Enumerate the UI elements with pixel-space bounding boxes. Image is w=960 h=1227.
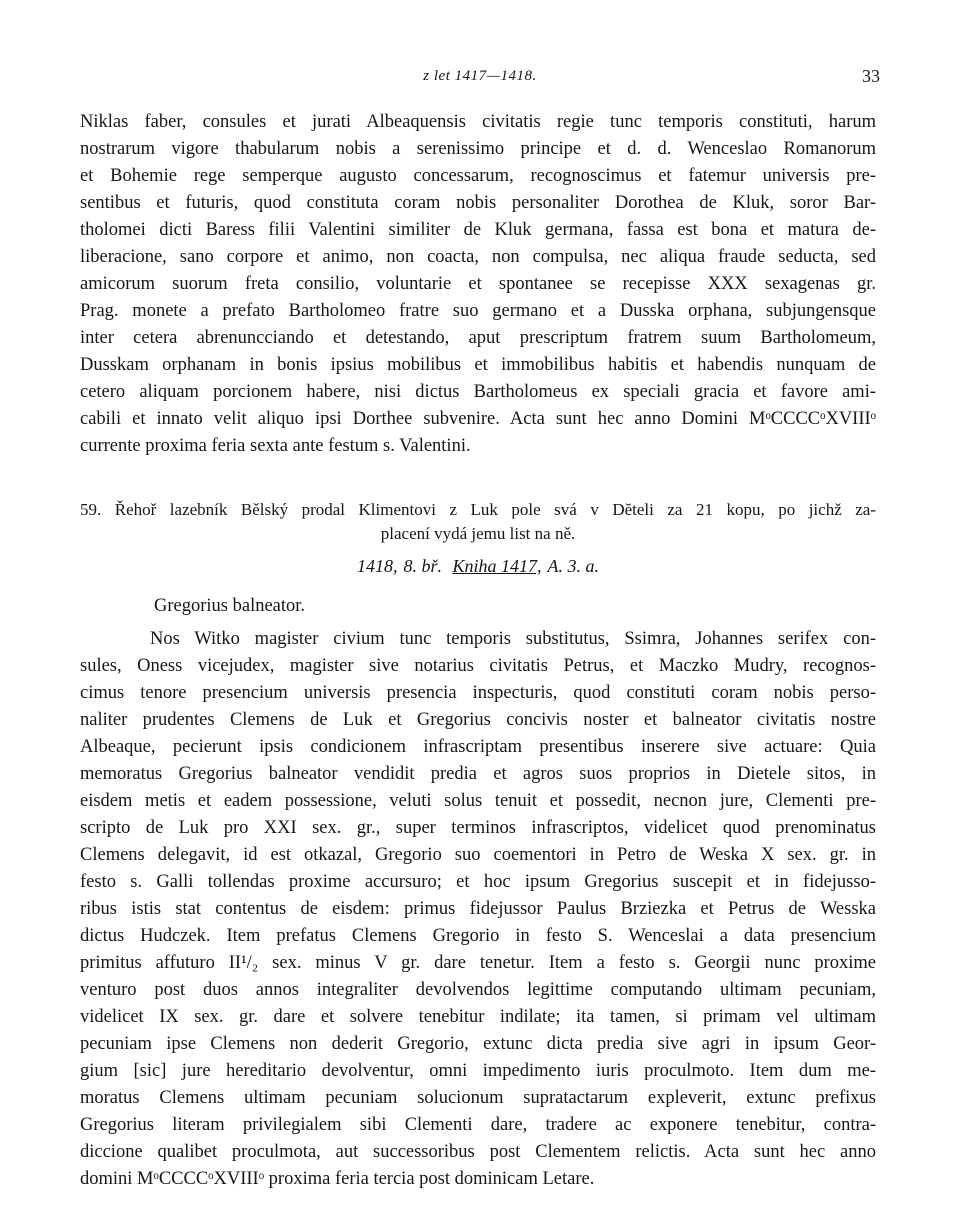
text-line: memoratus Gregorius balneator vendidit predia et agros suos proprios in Dietele sitos, in — [80, 764, 876, 784]
text-line: moratus Clemens ultimam pecuniam solucionum supratactarum expleverit, extunc prefixus — [80, 1088, 876, 1108]
entry-source-book: Kniha 1417, — [452, 556, 542, 576]
text-line: primitus affuturo II¹/₂ sex. minus V gr. dare tenetur. Item a festo s. Georgii nunc proxime — [80, 953, 876, 973]
entry-heading-continuation: placení vydá jemu list na ně. — [380, 524, 576, 543]
entry-date-day: 8. bř. — [403, 556, 442, 576]
entry-rubric: Gregorius balneator. — [154, 596, 306, 616]
text-line: ribus istis stat contentus de eisdem: primus fidejussor Paulus Brziezka et Petrus de Wesska — [80, 899, 876, 919]
text-line: amicorum suorum freta consilio, voluntarie et spontanee se recepisse XXX sexagenas gr. — [80, 274, 876, 294]
text-line: eisdem metis et eadem possessione, veluti solus tenuit et possedit, necnon jure, Clementi pre- — [80, 791, 876, 811]
text-line: liberacione, sano corpore et animo, non coacta, non compulsa, nec aliqua fraude seducta, sed — [80, 247, 876, 267]
text-line: Clemens delegavit, id est otkazal, Gregorio suo coementori in Petro de Weska X sex. gr. in — [80, 845, 876, 865]
text-line: sentibus et futuris, quod constituta coram nobis personaliter Dorothea de Kluk, soror Bar- — [80, 193, 876, 213]
text-line: dictus Hudczek. Item prefatus Clemens Gregorio in festo S. Wenceslai a data presencium — [80, 926, 876, 946]
text-line: diccione qualibet proculmota, aut successoribus post Clementem relictis. Acta sunt hec anno — [80, 1142, 876, 1162]
text-line: inter cetera abrenuncciando et detestando, aput prescriptum fratrem suum Bartholomeum, — [80, 328, 876, 348]
text-line: pecuniam ipse Clemens non dederit Gregorio, extunc dicta predia sive agri in ipsum Geor- — [80, 1034, 876, 1054]
text-line: naliter prudentes Clemens de Luk et Gregorius concivis noster et balneator civitatis nostre — [80, 710, 876, 730]
text-line: videlicet IX sex. gr. dare et solvere tenebitur indilate; ita tamen, si primam vel ultimam — [80, 1007, 876, 1027]
text-line: gium [sic] jure hereditario devolventur, omni impedimento iuris proculmoto. Item dum me- — [80, 1061, 876, 1081]
entry-source-ref: A. 3. a. — [547, 556, 600, 576]
text-line: Gregorius literam privilegialem sibi Clementi dare, tradere ac exponere tenebitur, contra- — [80, 1115, 876, 1135]
page-number: 33 — [862, 66, 880, 86]
text-line: sules, Oness vicejudex, magister sive notarius civitatis Petrus, et Maczko Mudry, recognos- — [80, 656, 876, 676]
text-line: Dusskam orphanam in bonis ipsius mobilibus et immobilibus habitis et habendis nunquam de — [80, 355, 876, 375]
text-line: cimus tenore presencium universis presencia inspecturis, quod constituti coram nobis perso- — [80, 683, 876, 703]
text-line: cetero aliquam porcionem habere, nisi dictus Bartholomeus ex speciali gracia et favore ami- — [80, 382, 876, 402]
text-line: scripto de Luk pro XXI sex. gr., super terminos infrascriptos, videlicet quod prenominatus — [80, 818, 876, 838]
entry-date: 1418, — [356, 556, 398, 576]
text-line-last: currente proxima feria sexta ante festum s. Valentini. — [80, 436, 471, 456]
text-line: venturo post duos annos integraliter devolvendos legittime computando ultimam pecuniam, — [80, 980, 876, 1000]
text-line: cabili et innato velit aliquo ipsi Dorthee subvenire. Acta sunt hec anno Domini MᵒCCCCᵒXVIIIᵒ — [80, 409, 876, 429]
running-title: z let 1417—1418. — [423, 68, 537, 84]
text-line: tholomei dicti Baress filii Valentini similiter de Kluk germana, fassa est bona et matura de- — [80, 220, 876, 240]
text-line: festo s. Galli tollendas proxime accursuro; et hoc ipsum Gregorius suscepit et in fidejusso- — [80, 872, 876, 892]
text-line: Prag. monete a prefato Bartholomeo fratre suo germano et a Dusska orphana, subjungensque — [80, 301, 876, 321]
text-line: Nos Witko magister civium tunc temporis substitutus, Ssimra, Johannes serifex con- — [150, 629, 876, 649]
entry-heading: 59. Řehoř lazebník Bělský prodal Klimentovi z Luk pole svá v Dĕteli za 21 kopu, po jichž za- — [80, 500, 876, 519]
text-line: nostrarum vigore thabularum nobis a serenissimo principe et d. d. Wenceslao Romanorum — [80, 139, 876, 159]
running-head — [80, 64, 880, 88]
entry-dateline — [80, 552, 876, 580]
text-line-last: domini MᵒCCCCᵒXVIIIᵒ proxima feria tercia post dominicam Letare. — [80, 1169, 595, 1189]
text-line: Albeaque, pecierunt ipsis condicionem infrascriptam presentibus inserere sive actuare: Quia — [80, 737, 876, 757]
text-line: et Bohemie rege semperque augusto concessarum, recognoscimus et fatemur universis pre- — [80, 166, 876, 186]
text-line: Niklas faber, consules et jurati Albeaquensis civitatis regie tunc temporis constituti, harum — [80, 112, 876, 132]
